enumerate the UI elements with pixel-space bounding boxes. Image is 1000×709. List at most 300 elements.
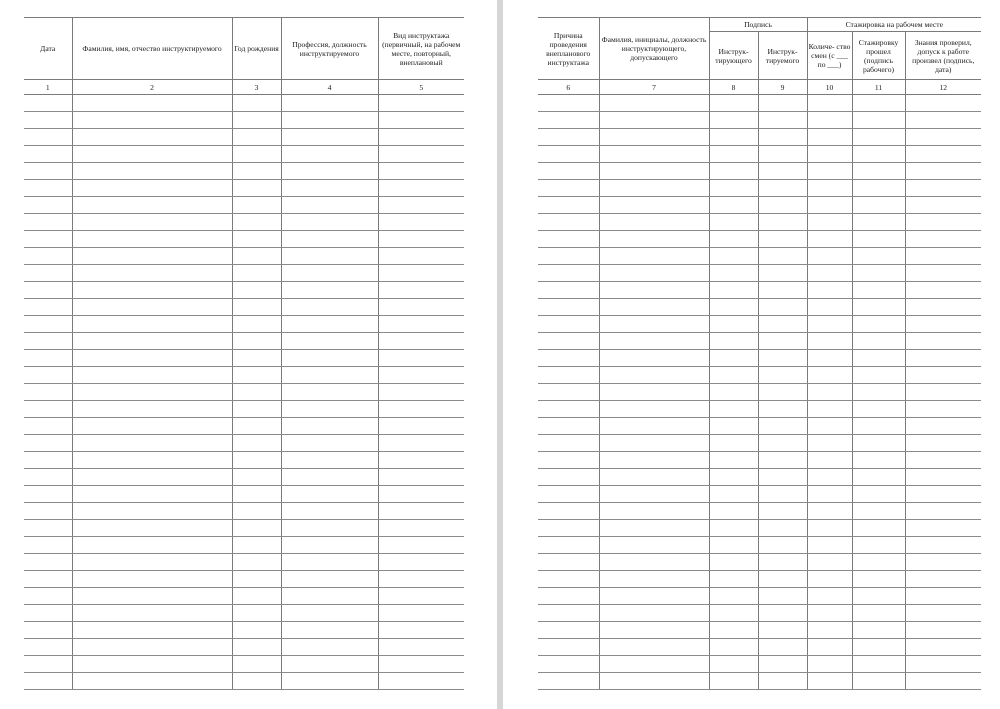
table-row — [24, 554, 464, 571]
table-cell — [538, 571, 599, 588]
table-cell — [709, 503, 758, 520]
table-row — [24, 452, 464, 469]
table-cell — [758, 520, 807, 537]
table-row — [538, 673, 981, 690]
table-cell — [24, 554, 72, 571]
table-row — [538, 350, 981, 367]
table-row — [538, 299, 981, 316]
table-cell — [538, 316, 599, 333]
table-row — [24, 248, 464, 265]
table-cell — [807, 469, 852, 486]
table-cell — [905, 146, 981, 163]
table-row — [24, 163, 464, 180]
table-cell — [758, 163, 807, 180]
table-cell — [852, 299, 905, 316]
table-cell — [24, 316, 72, 333]
table-row — [538, 214, 981, 231]
table-row — [538, 537, 981, 554]
table-cell — [758, 265, 807, 282]
table-cell — [807, 282, 852, 299]
table-cell — [905, 673, 981, 690]
table-cell — [232, 163, 281, 180]
table-cell — [599, 486, 709, 503]
table-cell — [599, 503, 709, 520]
table-cell — [72, 588, 232, 605]
table-cell — [599, 554, 709, 571]
table-cell — [905, 129, 981, 146]
table-cell — [807, 622, 852, 639]
table-cell — [232, 639, 281, 656]
table-cell — [758, 605, 807, 622]
table-row — [24, 656, 464, 673]
table-cell — [378, 316, 464, 333]
table-cell — [538, 95, 599, 112]
table-cell — [378, 299, 464, 316]
table-row — [538, 367, 981, 384]
left-page — [0, 0, 497, 709]
table-cell — [281, 469, 378, 486]
table-cell — [807, 520, 852, 537]
table-cell — [538, 163, 599, 180]
table-cell — [905, 435, 981, 452]
table-cell — [72, 214, 232, 231]
table-cell — [281, 384, 378, 401]
table-cell — [232, 282, 281, 299]
table-cell — [232, 146, 281, 163]
table-cell — [24, 571, 72, 588]
table-cell — [281, 146, 378, 163]
table-cell — [709, 129, 758, 146]
table-cell — [758, 214, 807, 231]
table-cell — [24, 452, 72, 469]
table-cell — [852, 214, 905, 231]
table-cell — [281, 197, 378, 214]
table-cell — [807, 571, 852, 588]
table-cell — [281, 282, 378, 299]
table-cell — [852, 248, 905, 265]
table-row — [538, 265, 981, 282]
table-cell — [852, 486, 905, 503]
table-cell — [232, 367, 281, 384]
table-row — [24, 180, 464, 197]
column-number: 11 — [852, 80, 905, 95]
table-cell — [281, 656, 378, 673]
table-cell — [232, 520, 281, 537]
table-cell — [852, 95, 905, 112]
table-cell — [72, 452, 232, 469]
table-row — [538, 146, 981, 163]
table-cell — [281, 112, 378, 129]
table-cell — [709, 265, 758, 282]
table-cell — [905, 520, 981, 537]
table-cell — [24, 350, 72, 367]
table-cell — [807, 384, 852, 401]
table-cell — [807, 231, 852, 248]
table-cell — [378, 95, 464, 112]
table-cell — [24, 435, 72, 452]
table-cell — [807, 180, 852, 197]
table-cell — [807, 452, 852, 469]
table-cell — [378, 588, 464, 605]
table-cell — [72, 129, 232, 146]
table-cell — [378, 605, 464, 622]
table-cell — [807, 299, 852, 316]
table-cell — [807, 605, 852, 622]
table-row — [24, 401, 464, 418]
table-cell — [852, 622, 905, 639]
table-cell — [905, 656, 981, 673]
table-cell — [232, 469, 281, 486]
right-page — [503, 0, 1000, 709]
table-cell — [852, 129, 905, 146]
table-cell — [24, 214, 72, 231]
table-row — [24, 588, 464, 605]
header-shift-count: Количе- ство смен (с ___ по ___) — [807, 32, 852, 80]
table-cell — [378, 265, 464, 282]
table-cell — [599, 452, 709, 469]
table-cell — [599, 265, 709, 282]
table-cell — [758, 571, 807, 588]
table-cell — [852, 469, 905, 486]
table-row — [24, 265, 464, 282]
table-cell — [24, 112, 72, 129]
table-cell — [905, 503, 981, 520]
table-cell — [852, 605, 905, 622]
table-cell — [807, 486, 852, 503]
table-row — [24, 299, 464, 316]
table-cell — [538, 231, 599, 248]
table-cell — [758, 503, 807, 520]
table-cell — [72, 401, 232, 418]
table-cell — [232, 418, 281, 435]
table-cell — [758, 554, 807, 571]
table-cell — [24, 180, 72, 197]
table-cell — [378, 418, 464, 435]
table-cell — [852, 367, 905, 384]
table-cell — [709, 367, 758, 384]
table-cell — [232, 537, 281, 554]
table-cell — [905, 469, 981, 486]
table-cell — [378, 180, 464, 197]
table-cell — [905, 639, 981, 656]
table-cell — [758, 452, 807, 469]
table-cell — [758, 435, 807, 452]
table-cell — [599, 214, 709, 231]
table-cell — [378, 520, 464, 537]
table-cell — [281, 163, 378, 180]
table-cell — [538, 129, 599, 146]
table-cell — [232, 435, 281, 452]
table-cell — [807, 588, 852, 605]
table-cell — [905, 418, 981, 435]
table-cell — [599, 537, 709, 554]
table-cell — [378, 435, 464, 452]
table-cell — [378, 452, 464, 469]
table-cell — [852, 435, 905, 452]
header-date: Дата — [24, 18, 72, 80]
column-number: 10 — [807, 80, 852, 95]
table-cell — [807, 265, 852, 282]
table-cell — [709, 622, 758, 639]
table-cell — [905, 537, 981, 554]
table-row — [24, 231, 464, 248]
table-cell — [758, 401, 807, 418]
table-cell — [281, 588, 378, 605]
table-cell — [538, 537, 599, 554]
table-cell — [281, 231, 378, 248]
table-cell — [378, 384, 464, 401]
table-cell — [24, 265, 72, 282]
table-cell — [24, 486, 72, 503]
table-cell — [281, 214, 378, 231]
table-row — [24, 605, 464, 622]
table-cell — [232, 180, 281, 197]
table-cell — [852, 503, 905, 520]
table-cell — [378, 622, 464, 639]
table-cell — [72, 639, 232, 656]
table-cell — [538, 299, 599, 316]
table-row — [538, 231, 981, 248]
table-cell — [905, 554, 981, 571]
table-cell — [807, 503, 852, 520]
table-cell — [378, 163, 464, 180]
table-cell — [538, 401, 599, 418]
table-cell — [24, 622, 72, 639]
table-cell — [709, 163, 758, 180]
table-cell — [232, 384, 281, 401]
table-cell — [538, 605, 599, 622]
table-cell — [852, 401, 905, 418]
table-cell — [905, 299, 981, 316]
table-cell — [24, 673, 72, 690]
table-cell — [852, 163, 905, 180]
table-cell — [232, 554, 281, 571]
header-signature-instructor: Инструк- тирующего — [709, 32, 758, 80]
table-cell — [24, 163, 72, 180]
table-cell — [599, 656, 709, 673]
table-cell — [538, 486, 599, 503]
table-cell — [232, 605, 281, 622]
table-row — [538, 282, 981, 299]
table-row — [24, 418, 464, 435]
table-cell — [72, 248, 232, 265]
table-cell — [538, 367, 599, 384]
table-cell — [24, 95, 72, 112]
column-number: 6 — [538, 80, 599, 95]
table-cell — [538, 333, 599, 350]
table-cell — [599, 520, 709, 537]
table-cell — [378, 282, 464, 299]
table-cell — [378, 248, 464, 265]
table-row — [538, 333, 981, 350]
table-cell — [232, 95, 281, 112]
table-cell — [852, 588, 905, 605]
table-cell — [24, 503, 72, 520]
table-row — [24, 486, 464, 503]
table-cell — [758, 231, 807, 248]
table-cell — [538, 673, 599, 690]
table-cell — [378, 401, 464, 418]
column-number: 1 — [24, 80, 72, 95]
table-cell — [72, 299, 232, 316]
table-cell — [599, 129, 709, 146]
table-row — [538, 163, 981, 180]
column-number: 9 — [758, 80, 807, 95]
table-cell — [852, 418, 905, 435]
table-cell — [599, 333, 709, 350]
table-cell — [232, 129, 281, 146]
table-cell — [758, 384, 807, 401]
table-row — [24, 282, 464, 299]
table-cell — [758, 180, 807, 197]
table-cell — [281, 520, 378, 537]
table-cell — [281, 350, 378, 367]
table-cell — [709, 571, 758, 588]
table-cell — [281, 622, 378, 639]
table-cell — [905, 571, 981, 588]
table-cell — [538, 503, 599, 520]
table-cell — [24, 639, 72, 656]
table-cell — [758, 95, 807, 112]
instruction-log-table-left — [24, 17, 464, 690]
table-cell — [852, 656, 905, 673]
table-row — [538, 112, 981, 129]
table-row — [538, 384, 981, 401]
table-cell — [599, 299, 709, 316]
table-cell — [807, 146, 852, 163]
header-reason: Причина проведения внепланового инструктажа — [538, 18, 599, 80]
table-cell — [905, 231, 981, 248]
table-cell — [599, 401, 709, 418]
table-cell — [538, 180, 599, 197]
table-cell — [852, 520, 905, 537]
table-cell — [281, 265, 378, 282]
table-cell — [24, 129, 72, 146]
table-cell — [905, 384, 981, 401]
table-row — [24, 639, 464, 656]
table-cell — [72, 163, 232, 180]
table-cell — [709, 418, 758, 435]
table-cell — [709, 180, 758, 197]
column-number: 12 — [905, 80, 981, 95]
table-cell — [24, 588, 72, 605]
table-row — [24, 197, 464, 214]
table-cell — [232, 265, 281, 282]
table-cell — [72, 384, 232, 401]
table-cell — [852, 282, 905, 299]
right-table-body — [538, 95, 981, 690]
table-row — [538, 520, 981, 537]
table-row — [538, 588, 981, 605]
table-cell — [852, 180, 905, 197]
table-row — [24, 316, 464, 333]
table-cell — [758, 112, 807, 129]
table-cell — [72, 605, 232, 622]
header-internship-passed: Стажировку прошел (подпись рабочего) — [852, 32, 905, 80]
table-cell — [599, 163, 709, 180]
table-cell — [905, 197, 981, 214]
table-row — [24, 214, 464, 231]
table-cell — [709, 639, 758, 656]
column-number: 5 — [378, 80, 464, 95]
table-cell — [758, 197, 807, 214]
table-cell — [758, 299, 807, 316]
table-cell — [24, 520, 72, 537]
table-cell — [709, 401, 758, 418]
table-cell — [72, 197, 232, 214]
table-row — [24, 129, 464, 146]
table-cell — [709, 486, 758, 503]
table-cell — [72, 146, 232, 163]
table-cell — [281, 248, 378, 265]
table-cell — [72, 571, 232, 588]
table-cell — [709, 299, 758, 316]
table-cell — [281, 129, 378, 146]
table-cell — [852, 639, 905, 656]
instruction-log-table-right — [538, 17, 981, 690]
table-cell — [378, 214, 464, 231]
table-cell — [852, 146, 905, 163]
table-cell — [538, 554, 599, 571]
table-cell — [599, 435, 709, 452]
table-row — [538, 401, 981, 418]
table-cell — [24, 401, 72, 418]
table-cell — [538, 452, 599, 469]
table-cell — [72, 418, 232, 435]
table-cell — [538, 639, 599, 656]
table-cell — [232, 316, 281, 333]
table-row — [24, 537, 464, 554]
table-cell — [232, 214, 281, 231]
table-cell — [905, 605, 981, 622]
table-cell — [232, 333, 281, 350]
table-cell — [852, 554, 905, 571]
table-row — [538, 435, 981, 452]
table-cell — [232, 588, 281, 605]
table-cell — [538, 469, 599, 486]
column-number: 4 — [281, 80, 378, 95]
table-cell — [24, 384, 72, 401]
table-cell — [905, 316, 981, 333]
table-cell — [905, 622, 981, 639]
table-cell — [599, 180, 709, 197]
table-cell — [232, 503, 281, 520]
table-row — [24, 520, 464, 537]
table-cell — [24, 605, 72, 622]
table-cell — [709, 350, 758, 367]
table-cell — [905, 112, 981, 129]
table-row — [538, 571, 981, 588]
table-cell — [281, 452, 378, 469]
table-cell — [807, 435, 852, 452]
table-cell — [378, 639, 464, 656]
table-cell — [758, 282, 807, 299]
table-cell — [709, 435, 758, 452]
table-cell — [852, 673, 905, 690]
table-cell — [709, 520, 758, 537]
table-cell — [852, 333, 905, 350]
table-cell — [905, 333, 981, 350]
table-cell — [72, 554, 232, 571]
table-cell — [709, 316, 758, 333]
table-cell — [709, 248, 758, 265]
table-cell — [232, 401, 281, 418]
table-row — [24, 95, 464, 112]
table-cell — [758, 316, 807, 333]
table-cell — [232, 452, 281, 469]
table-cell — [281, 316, 378, 333]
table-cell — [905, 265, 981, 282]
